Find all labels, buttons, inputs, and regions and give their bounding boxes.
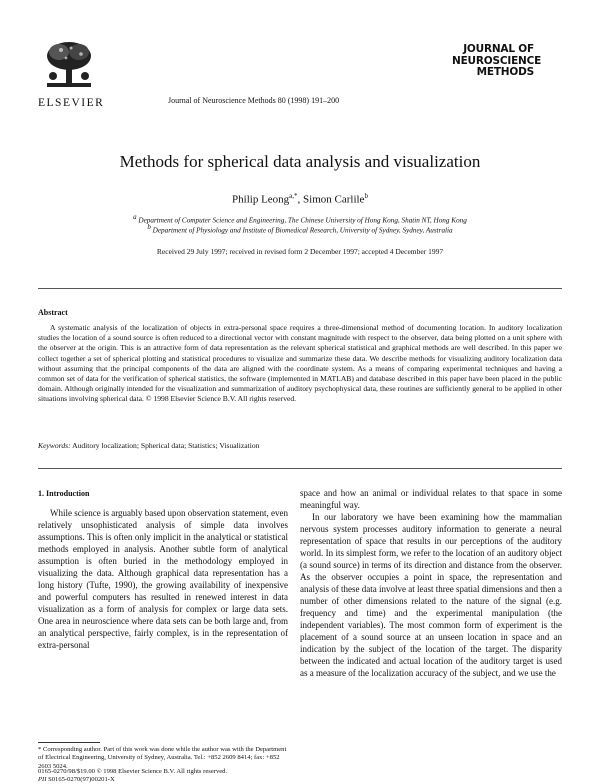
copyright-block bbox=[38, 768, 227, 784]
author-affiliation-mark: b bbox=[364, 192, 368, 200]
keywords-label: Keywords: bbox=[38, 441, 71, 450]
author-name: Simon Carlile bbox=[303, 193, 365, 206]
section-heading: 1. Introduction bbox=[38, 489, 90, 498]
author-list bbox=[0, 192, 600, 206]
pii-value: S0165-0270(97)00201-X bbox=[46, 776, 115, 783]
right-column bbox=[300, 487, 562, 679]
paragraph: In our laboratory we have been examining how the mammalian nervous system processes auditory information to generate a neural representation of space that results in our perceptions of the auditory world. In its simplest form, we refer to the location of an auditory object (a sound source) in terms of its direction and distance from the observer. As the observer occupies a point in space, the representation and analysis of these data involve at least three spatial dimensions and then a number of other dimensions related to the nature of the signal (e.g. frequency and time) and the experimental manipulation (the independent variables). The most common form of experiment is the placement of a sound source at an unseen location in space and an indication by the subject of the location of the target. The disparity between the indicated and actual location of the auditory target is used as a measure of the localization accuracy of the subject, and we use the bbox=[300, 512, 562, 678]
keywords-text: Auditory localization; Spherical data; Statistics; Visualization bbox=[70, 441, 260, 450]
affiliation-text: Department of Computer Science and Engineering, The Chinese University of Hong Kong, Shatin NT, Hong Kong bbox=[138, 216, 467, 225]
copyright-line: 0165-0270/98/$19.00 © 1998 Elsevier Science B.V. All rights reserved. bbox=[38, 768, 228, 775]
affiliation bbox=[0, 223, 600, 234]
received-dates: Received 29 July 1997; received in revised form 2 December 1997; accepted 4 December 1997 bbox=[156, 247, 444, 256]
divider bbox=[38, 288, 562, 289]
author-separator: , bbox=[297, 193, 304, 206]
divider bbox=[38, 468, 562, 469]
paragraph: While science is arguably based upon observation statement, even relatively unsophisticated analysis of simple data involves assumptions. This is often only implicit in the analytical or statistical methods employed in analysis. Another subtle form of analytical assumption is often buried in the methodology employed in visualizing the data. Although graphical data representation has a long history (Tufte, 1990), the growing availability of inexpensive and powerful computers has resulted in renewed interest in data visualization as a form of analysis for complex or large data sets. One area in neuroscience where data sets can be both large and, from an analytical perspective, fairly complex, is in the representation of extra-personal bbox=[38, 508, 289, 650]
journal-logo bbox=[452, 43, 542, 79]
abstract-heading: Abstract bbox=[38, 308, 68, 317]
journal-citation: Journal of Neuroscience Methods 80 (1998) 191–200 bbox=[168, 96, 340, 105]
abstract-text: A systematic analysis of the localization of objects in extra-personal space requires a three-dimensional method of documenting location. In auditory localization studies the location of a sound source is often reduced to a directional vector with constant magnitude with respect to the observer, data being plotted on a unit sphere with the observer at the origin. This is an attractive form of data representation as the relevant spherical statistical and graphical methods are well described. In this paper we collect together a set of spherical plotting and statistical procedures to visualize and summarize these data. We describe methods for visualizing auditory localization data without assuming that the principal components of the data are aligned with the coordinate system. As a means of comparing experimental techniques and having a common set of data for the verification of spherical statistics, the software (implemented in MATLAB) and database described in this paper have been placed in the public domain. Although originally intended for the visualization and summarization of auditory psychophysical data, these routines are sufficiently general to be applied in other situations involving spherical data. © 1998 Elsevier Science B.V. All rights reserved. bbox=[38, 323, 562, 404]
footnote-rule bbox=[38, 742, 100, 743]
paper-title: Methods for spherical data analysis and visualization bbox=[119, 152, 481, 171]
footnote-text: * Corresponding author. Part of this work was done while the author was with the Department of Electrical Engineering, University of Sydney, Australia. Tel.: +852 2609 8414; fax: +852 2603 5024. bbox=[38, 746, 287, 770]
author-affiliation-mark: a,* bbox=[289, 192, 298, 200]
keywords bbox=[38, 441, 562, 450]
author-name: Philip Leong bbox=[232, 193, 290, 206]
publisher-logo bbox=[38, 38, 105, 109]
journal-logo-line: NEUROSCIENCE bbox=[452, 54, 542, 67]
affiliation-text: Department of Physiology and Institute of Biomedical Research, University of Sydney, Sydney, Australia bbox=[152, 226, 453, 235]
pii-line bbox=[38, 776, 227, 784]
left-column bbox=[38, 507, 288, 651]
affiliation-mark: a bbox=[133, 213, 137, 221]
elsevier-tree-icon bbox=[41, 38, 97, 90]
publisher-name: ELSEVIER bbox=[38, 97, 105, 109]
journal-logo-line: METHODS bbox=[476, 66, 534, 78]
journal-logo-line: JOURNAL OF bbox=[463, 43, 534, 55]
affiliation-mark: b bbox=[147, 223, 151, 231]
pii-label: PII bbox=[38, 776, 47, 783]
paragraph: space and how an animal or individual relates to that space in some meaningful way. bbox=[300, 488, 562, 510]
